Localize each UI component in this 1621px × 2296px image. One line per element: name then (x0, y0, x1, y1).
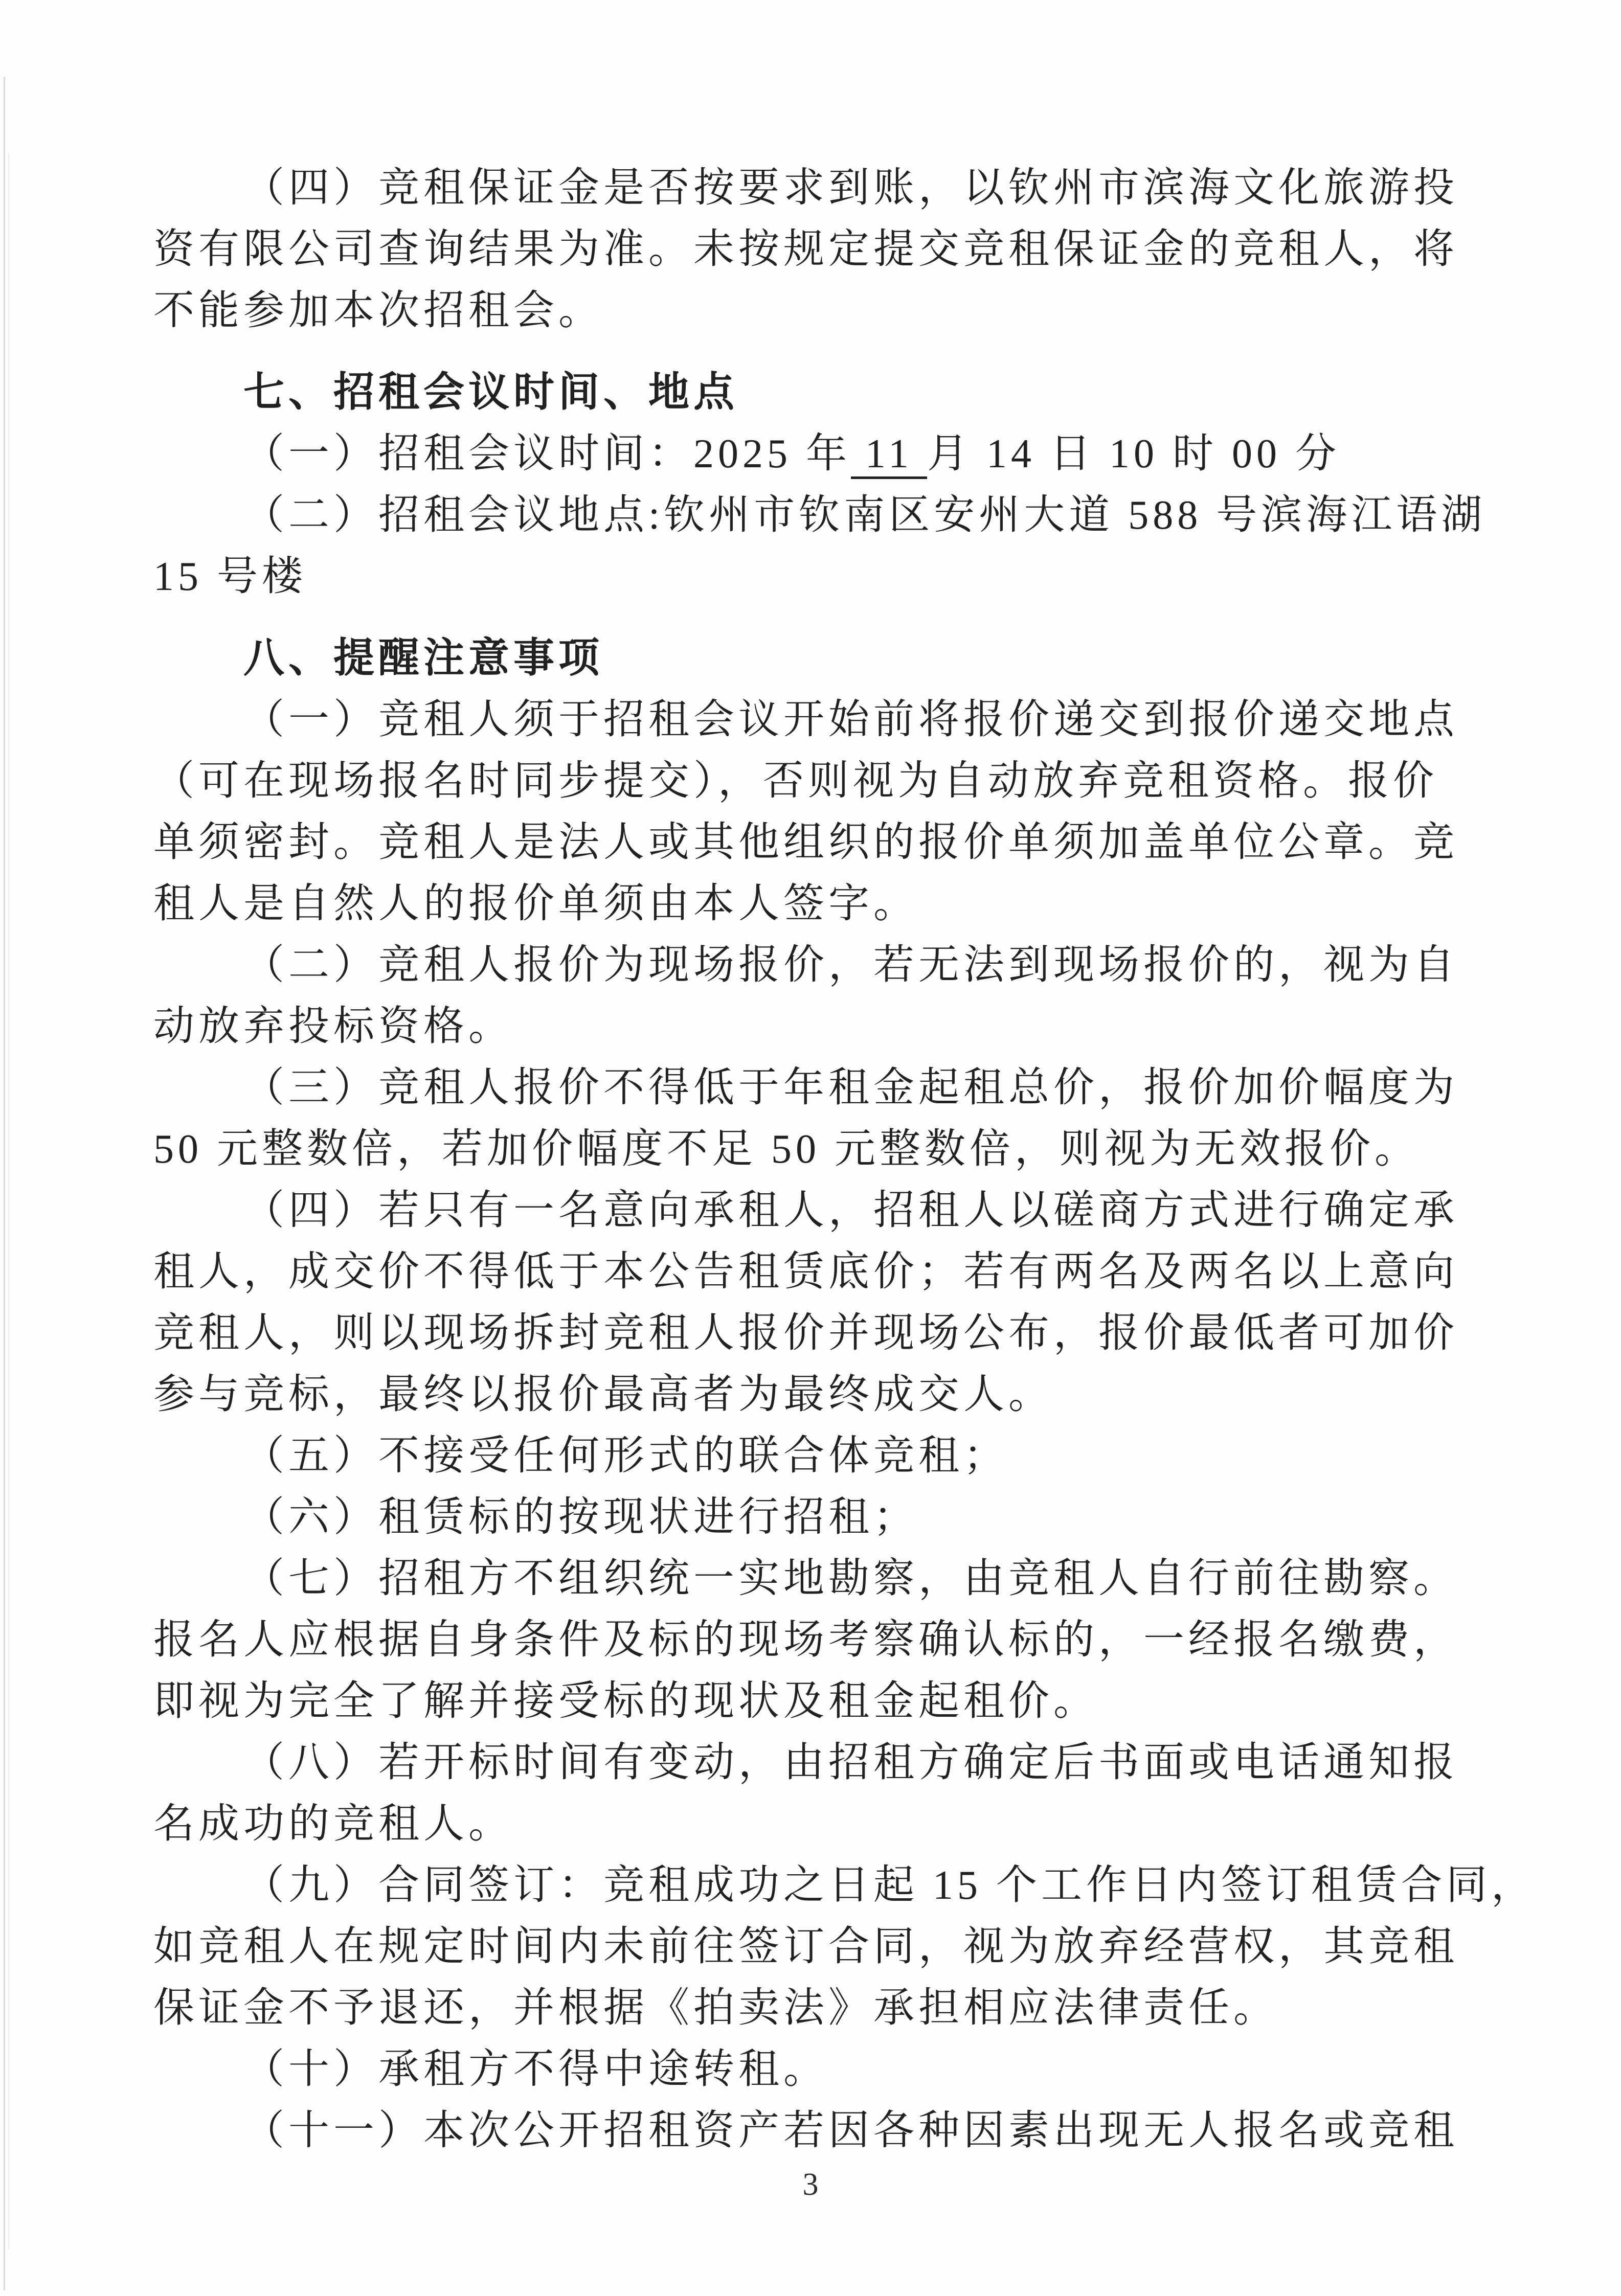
text-segment: （十）承租方不得中途转租。 (243, 2047, 828, 2092)
text-line (153, 1057, 1493, 1119)
document-body (153, 157, 1536, 2162)
page-number: 3 (802, 2167, 819, 2202)
text-segment: （二）竞租人报价为现场报价，若无法到现场报价的，视为自 (243, 943, 1458, 988)
text-line (153, 1303, 1493, 1364)
text-line (153, 280, 1493, 342)
text-segment: （可在现场报名时同步提交），否则视为自动放弃竞租资格。报价 (153, 759, 1438, 804)
text-segment: 报名人应根据自身条件及标的现场考察确认标的，一经报名缴费， (153, 1618, 1458, 1663)
text-line (153, 546, 1493, 607)
text-segment: （一）招租会议时间：2025 年 (243, 431, 851, 476)
text-line (153, 1916, 1493, 1977)
text-line (153, 1977, 1493, 2039)
text-segment: （八）若开标时间有变动，由招租方确定后书面或电话通知报 (243, 1740, 1458, 1785)
text-line (153, 996, 1493, 1057)
text-segment: （四）竞租保证金是否按要求到账，以钦州市滨海文化旅游投 (243, 166, 1458, 211)
text-line (153, 935, 1493, 996)
text-line (153, 219, 1493, 280)
text-segment: （一）竞租人须于招租会议开始前将报价递交到报价递交地点 (243, 697, 1458, 742)
text-line (153, 1793, 1493, 1855)
text-segment: 不能参加本次招租会。 (153, 288, 603, 333)
text-segment: 七、招租会议时间、地点 (243, 370, 738, 415)
text-segment: 八、提醒注意事项 (243, 636, 603, 681)
text-segment: 租人，成交价不得低于本公告租赁底价；若有两名及两名以上意向 (153, 1249, 1458, 1294)
text-segment: 月 14 日 10 时 00 分 (927, 431, 1341, 476)
text-line (153, 2100, 1493, 2162)
text-line (153, 485, 1493, 546)
scan-edge-artifact-2 (8, 153, 9, 2249)
text-segment: （四）若只有一名意向承租人，招租人以磋商方式进行确定承 (243, 1188, 1458, 1233)
text-segment: 50 元整数倍，若加价幅度不足 50 元整数倍，则视为无效报价。 (153, 1127, 1420, 1172)
text-line (153, 1119, 1493, 1180)
text-line (153, 1241, 1493, 1303)
text-segment: 资有限公司查询结果为准。未按规定提交竞租保证金的竞租人，将 (153, 227, 1458, 272)
text-segment: （十一）本次公开招租资产若因各种因素出现无人报名或竞租 (243, 2108, 1458, 2153)
text-segment: 15 号楼 (153, 554, 307, 599)
text-line (153, 1671, 1493, 1732)
text-segment: 如竞租人在规定时间内未前往签订合同，视为放弃经营权，其竞租 (153, 1924, 1458, 1969)
text-line (153, 1732, 1493, 1793)
text-segment: （九）合同签订：竞租成功之日起 15 个工作日内签订租赁合同， (243, 1863, 1536, 1908)
text-segment: 竞租人，则以现场拆封竞租人报价并现场公布，报价最低者可加价 (153, 1311, 1458, 1356)
text-line (153, 689, 1493, 751)
underlined-date-field: 11 (851, 431, 927, 479)
text-line (153, 751, 1493, 812)
text-line (153, 423, 1493, 485)
text-line (153, 1180, 1493, 1241)
text-line (153, 1609, 1493, 1671)
text-line (153, 812, 1493, 873)
scan-edge-artifact (4, 77, 5, 2290)
text-line (153, 1364, 1493, 1425)
text-segment: 单须密封。竞租人是法人或其他组织的报价单须加盖单位公章。竞 (153, 820, 1458, 865)
text-segment: （五）不接受任何形式的联合体竞租； (243, 1434, 1008, 1479)
text-line (153, 873, 1493, 935)
text-segment: 租人是自然人的报价单须由本人签字。 (153, 881, 918, 926)
text-segment: （三）竞租人报价不得低于年租金起租总价，报价加价幅度为 (243, 1065, 1458, 1110)
text-segment: 名成功的竞租人。 (153, 1802, 513, 1847)
section-heading (153, 628, 1493, 689)
text-line (153, 157, 1493, 219)
text-segment: 参与竞标，最终以报价最高者为最终成交人。 (153, 1372, 1053, 1417)
section-heading (153, 362, 1493, 423)
text-segment: 保证金不予退还，并根据《拍卖法》承担相应法律责任。 (153, 1986, 1278, 2031)
text-line (153, 1548, 1493, 1609)
text-segment: 动放弃投标资格。 (153, 1004, 513, 1049)
text-line (153, 1487, 1493, 1548)
text-segment: （七）招租方不组织统一实地勘察，由竞租人自行前往勘察。 (243, 1556, 1458, 1601)
text-line (153, 1855, 1536, 1916)
text-line (153, 1425, 1493, 1487)
text-segment: （六）租赁标的按现状进行招租； (243, 1495, 918, 1540)
text-segment: （二）招租会议地点:钦州市钦南区安州大道 588 号滨海江语湖 (243, 493, 1487, 538)
text-segment: 即视为完全了解并接受标的现状及租金起租价。 (153, 1679, 1098, 1724)
text-line (153, 2039, 1493, 2100)
